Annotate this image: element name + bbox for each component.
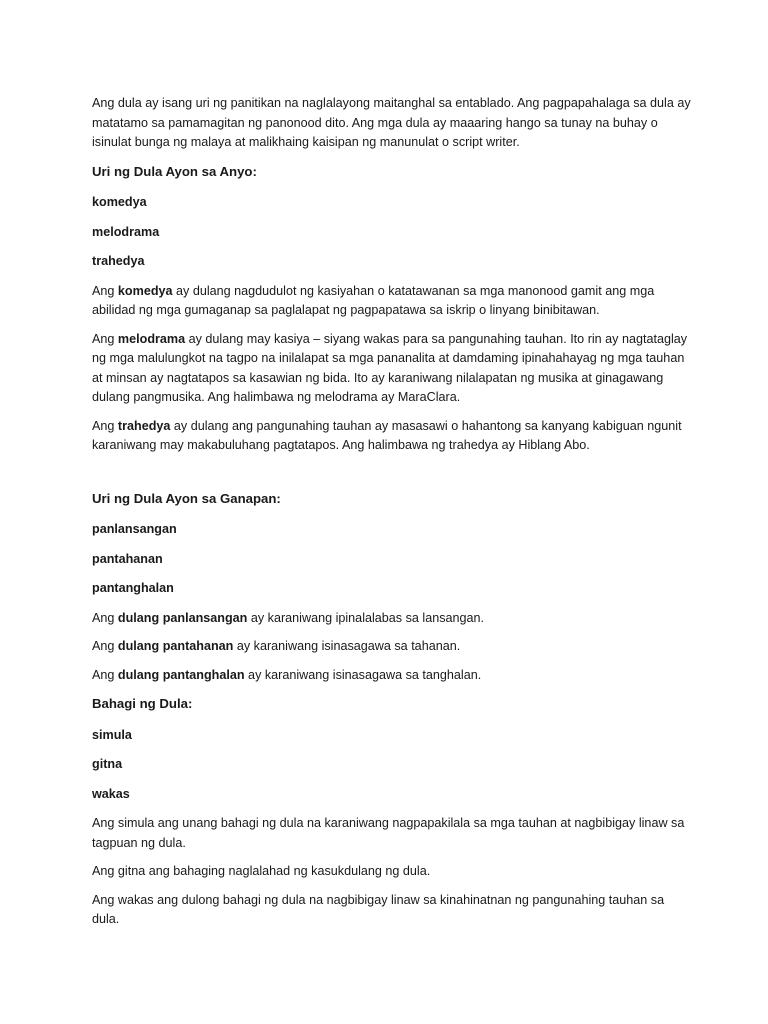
- text-fragment: ay karaniwang isinasagawa sa tahanan.: [233, 639, 461, 653]
- paragraph-pantanghalan: [92, 666, 692, 686]
- list-item-melodrama: melodrama: [92, 224, 160, 239]
- paragraph-trahedya: [92, 417, 692, 456]
- paragraph-komedya: [92, 282, 692, 321]
- list-item-komedya: komedya: [92, 195, 147, 209]
- list-item-trahedya: trahedya: [92, 254, 145, 268]
- text-fragment: ay karaniwang ipinalalabas sa lansangan.: [247, 610, 485, 625]
- document-body: [92, 94, 692, 939]
- term-panlansangan: dulang panlansangan: [117, 610, 248, 625]
- term-pantanghalan: dulang pantanghalan: [117, 667, 245, 682]
- text-fragment: Ang: [92, 418, 118, 433]
- paragraph-panlansangan: [92, 609, 692, 629]
- term-komedya: komedya: [117, 283, 173, 298]
- spacer: [92, 465, 692, 489]
- list-item-gitna: gitna: [92, 757, 123, 771]
- intro-paragraph: Ang dula ay isang uri ng panitikan na naglalayong maitanghal sa entablado. Ang pagpapahalaga sa dula ay matatamo sa pamamagitan ng panonood dito. Ang mga dula ay maaaring hango sa tunay na buhay o isinulat bunga ng malaya at malikhaing kaisipan ng manunulat o script writer.: [92, 96, 691, 149]
- term-pantahanan: dulang pantahanan: [117, 639, 234, 653]
- paragraph-wakas: Ang wakas ang dulong bahagi ng dula na nagbibigay linaw sa kinahinatnan ng pangunahing tauhan sa dula.: [92, 892, 665, 926]
- text-fragment: Ang: [92, 639, 118, 653]
- text-fragment: ay dulang may kasiya – siyang wakas para sa pangunahing tauhan. Ito rin ay nagtataglay ng mga malulungkot na tagpo na inilalapat sa mga pananalita at damdaming ipinahahayag ng mga tauhan at minsan ay nagtatapos sa kasawian ng bida. Ito ay karaniwang nilalapatan ng musika at ginagawang dulang pangmusika. Ang halimbawa ng melodrama ay MaraClara.: [92, 331, 688, 404]
- heading-bahagi: Bahagi ng Dula:: [92, 696, 193, 711]
- text-fragment: Ang: [92, 331, 118, 346]
- list-item-wakas: wakas: [92, 786, 130, 801]
- text-fragment: Ang: [92, 283, 118, 298]
- heading-anyo: Uri ng Dula Ayon sa Anyo:: [92, 163, 257, 179]
- text-fragment: Ang: [92, 610, 118, 625]
- list-item-panlansangan: panlansangan: [92, 522, 177, 536]
- term-melodrama: melodrama: [117, 331, 186, 346]
- text-fragment: ay dulang ang pangunahing tauhan ay masasawi o hahantong sa kanyang kabiguan ngunit karaniwang may makabuluhang pagtatapos. Ang halimbawa ng trahedya ay Hiblang Abo.: [92, 418, 682, 452]
- paragraph-melodrama: [92, 330, 692, 408]
- list-item-pantanghalan: pantanghalan: [92, 581, 174, 595]
- list-item-simula: simula: [92, 727, 132, 742]
- paragraph-simula: Ang simula ang unang bahagi ng dula na karaniwang nagpapakilala sa mga tauhan at nagbibigay linaw sa tagpuan ng dula.: [92, 816, 685, 850]
- paragraph-pantahanan: [92, 637, 692, 657]
- text-fragment: Ang: [92, 667, 118, 682]
- text-fragment: ay dulang nagdudulot ng kasiyahan o katatawanan sa mga manonood gamit ang mga abilidad ng mga gumaganap sa paglalapat ng pagpapatawa sa iskrip o linyang binibitawan.: [92, 283, 655, 317]
- heading-ganapan: Uri ng Dula Ayon sa Ganapan:: [92, 490, 281, 506]
- text-fragment: ay karaniwang isinasagawa sa tanghalan.: [244, 667, 482, 682]
- term-trahedya: trahedya: [117, 418, 171, 433]
- list-item-pantahanan: pantahanan: [92, 551, 163, 566]
- paragraph-gitna: Ang gitna ang bahaging naglalahad ng kasukdulang ng dula.: [92, 864, 431, 878]
